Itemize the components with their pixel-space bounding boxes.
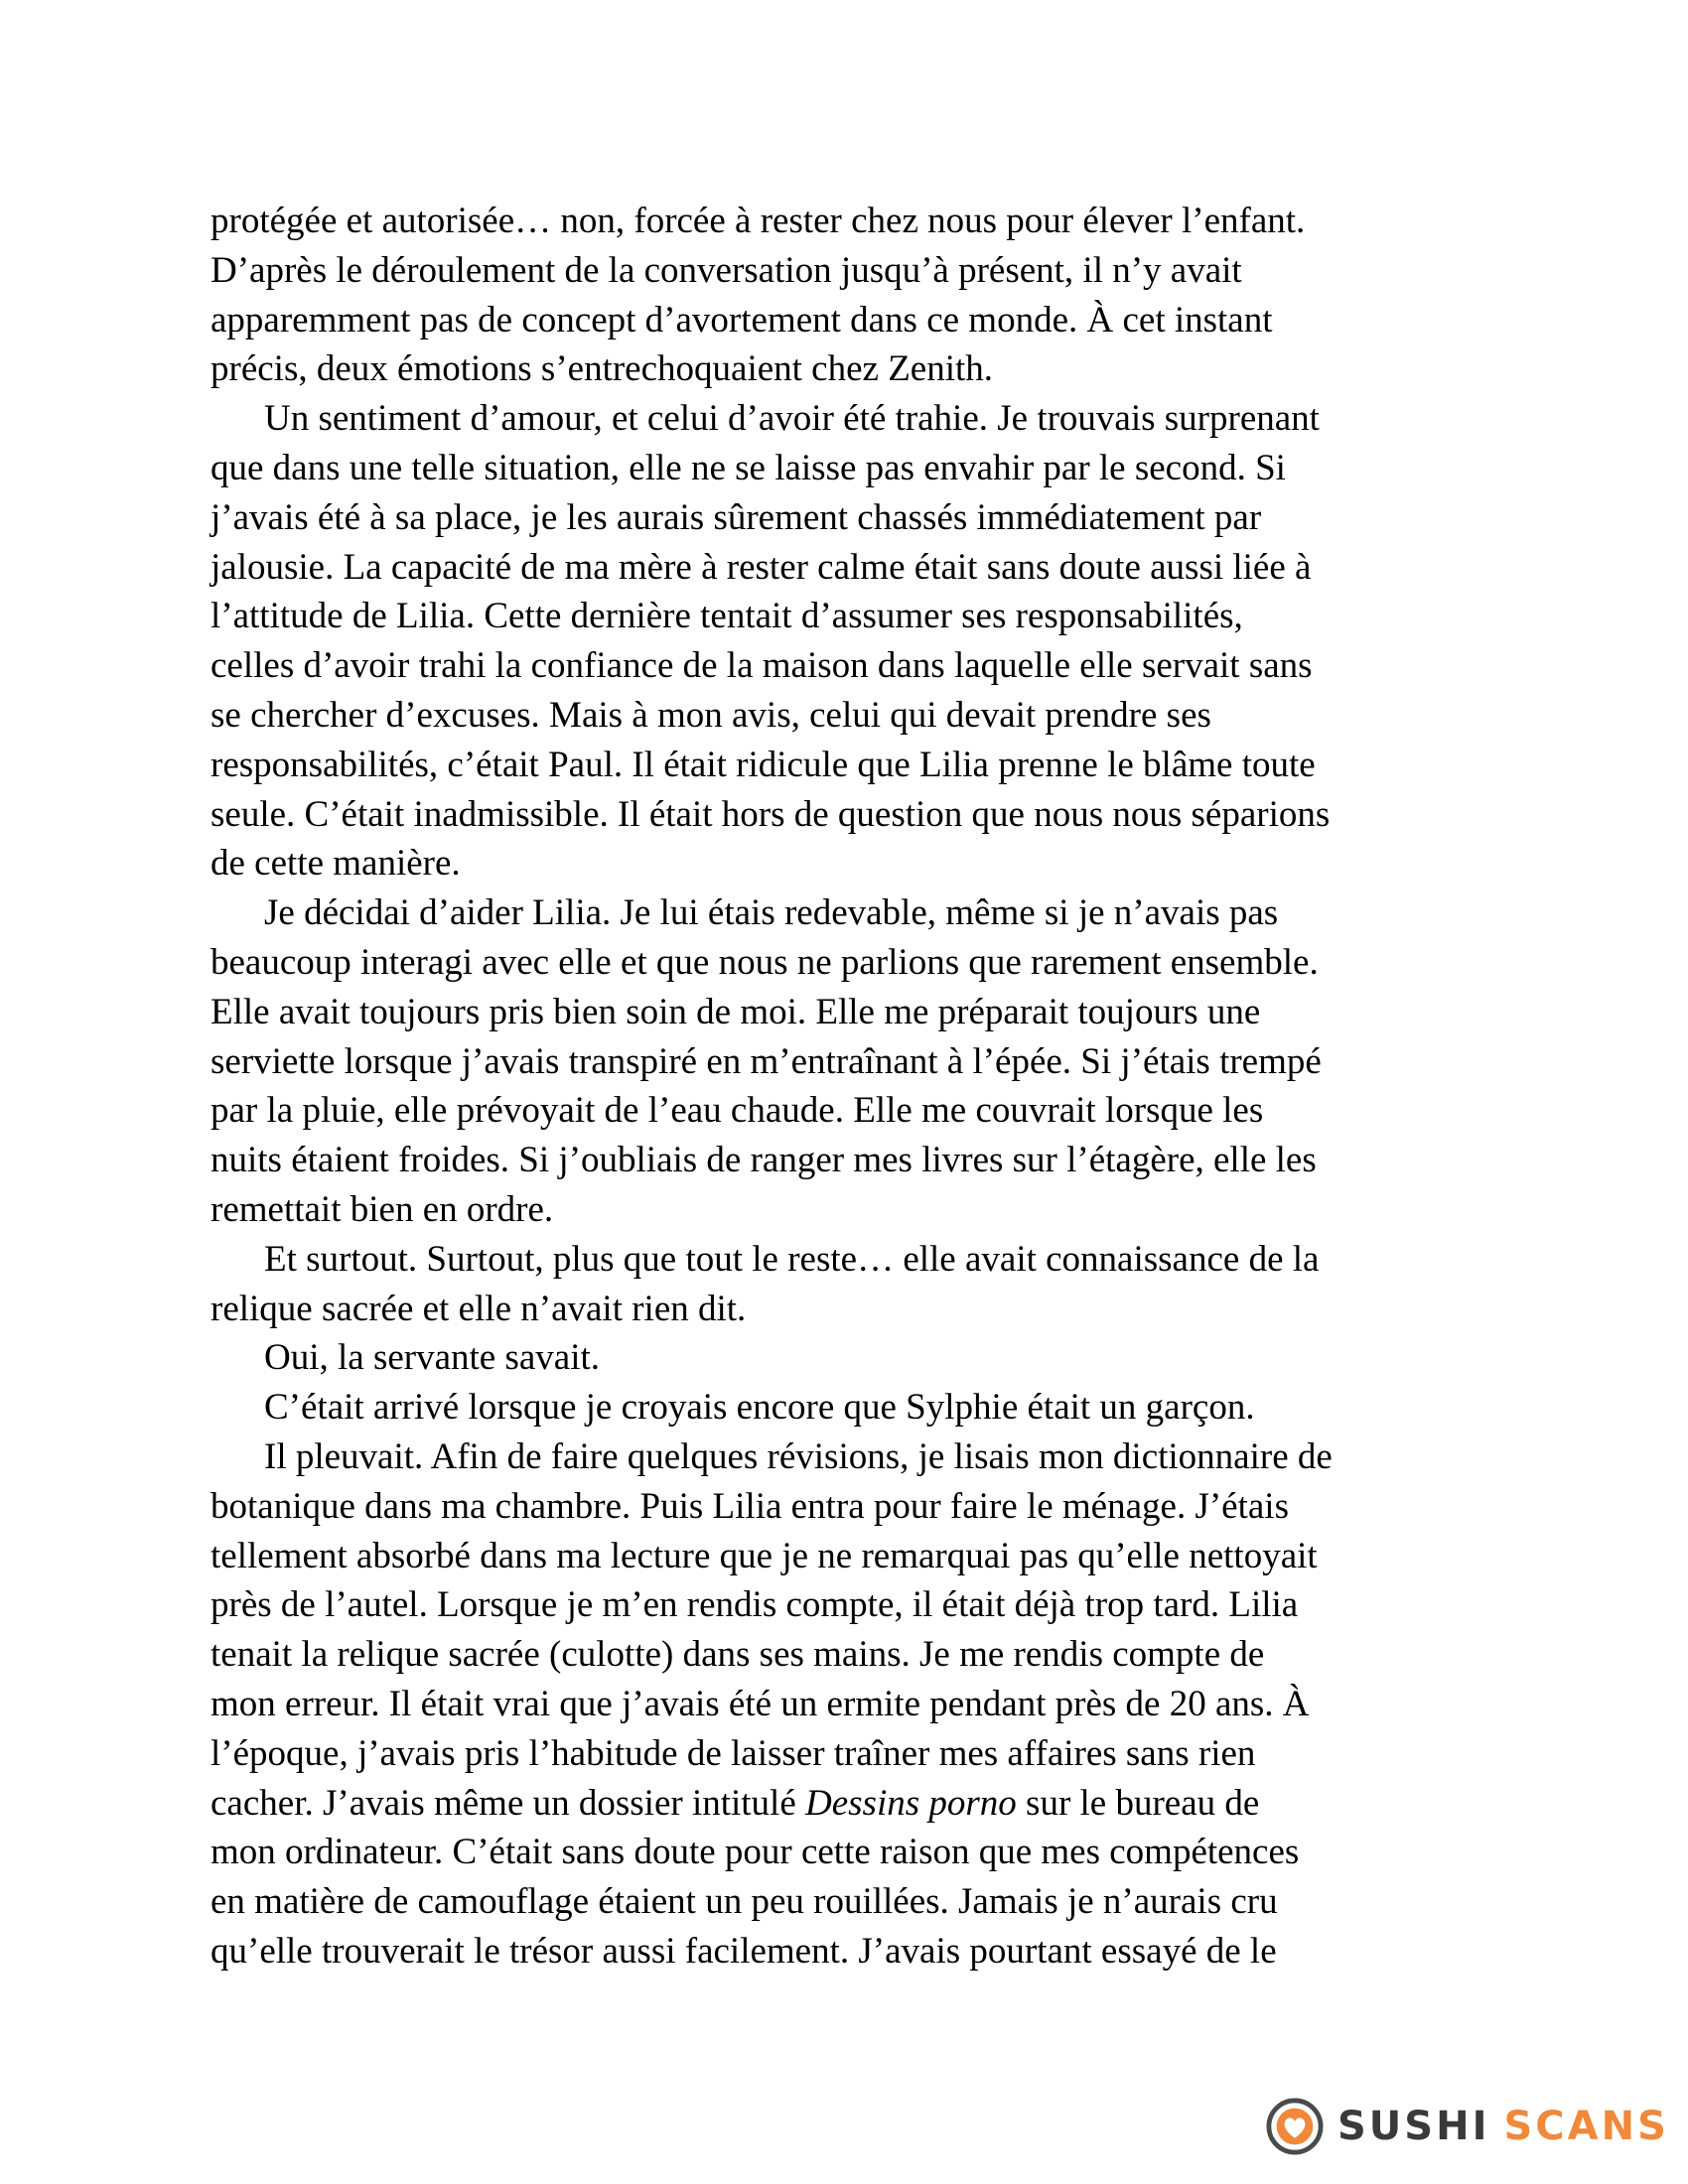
text-line: que dans une telle situation, elle ne se laisse pas envahir par le second. Si [211,447,1286,488]
text-line [211,1779,1501,1829]
watermark-word-scans: SCANS [1503,2104,1669,2149]
text-line: relique sacrée et elle n’avait rien dit. [211,1288,747,1329]
text-line: près de l’autel. Lorsque je m’en rendis compte, il était déjà trop tard. Lilia [211,1584,1299,1626]
text-line: en matière de camouflage étaient un peu rouillées. Jamais je n’aurais cru [211,1881,1278,1923]
text-line: protégée et autorisée… non, forcée à rester chez nous pour élever l’enfant. [211,201,1306,241]
text-line: précis, deux émotions s’entrechoquaient chez Zenith. [211,348,994,390]
text-line: qu’elle trouverait le trésor aussi facilement. J’avais pourtant essayé de le [211,1930,1277,1972]
text-line: de cette manière. [211,843,461,885]
text-line: Un sentiment d’amour, et celui d’avoir été trahie. Je trouvais surprenant [264,398,1320,440]
text-run: sur le bureau de [1016,1782,1260,1824]
text-line: botanique dans ma chambre. Puis Lilia entra pour faire le ménage. J’étais [211,1485,1289,1527]
text-line: se chercher d’excuses. Mais à mon avis, celui qui devait prendre ses [211,694,1211,736]
text-line: nuits étaient froides. Si j’oubliais de ranger mes livres sur l’étagère, elle les [211,1140,1317,1181]
text-line: tenait la relique sacrée (culotte) dans ses mains. Je me rendis compte de [211,1634,1265,1676]
sushi-logo-icon [1266,2098,1324,2155]
text-line: tellement absorbé dans ma lecture que je ne remarquai pas qu’elle nettoyait [211,1535,1318,1576]
text-line: jalousie. La capacité de ma mère à rester calme était sans doute aussi liée à [211,546,1312,588]
text-line: serviette lorsque j’avais transpiré en m’entraînant à l’épée. Si j’étais trempé [211,1040,1322,1082]
text-line: l’attitude de Lilia. Cette dernière tentait d’assumer ses responsabilités, [211,596,1243,637]
text-line: Je décidai d’aider Lilia. Je lui étais redevable, même si je n’avais pas [264,892,1279,934]
text-line: Elle avait toujours pris bien soin de moi. Elle me préparait toujours une [211,991,1261,1032]
text-line: beaucoup interagi avec elle et que nous ne parlions que rarement ensemble. [211,941,1319,983]
text-line: seule. C’était inadmissible. Il était hors de question que nous nous séparions [211,793,1331,835]
text-line: l’époque, j’avais pris l’habitude de laisser traîner mes affaires sans rien [211,1732,1256,1774]
text-line: responsabilités, c’était Paul. Il était ridicule que Lilia prenne le blâme toute [211,744,1316,785]
text-line: Et surtout. Surtout, plus que tout le reste… elle avait connaissance de la [264,1238,1320,1280]
italic-title: Dessins porno [805,1782,1017,1824]
text-line: mon ordinateur. C’était sans doute pour cette raison que mes compétences [211,1832,1300,1873]
text-run: cacher. J’avais même un dossier intitulé [211,1782,806,1824]
text-line: Il pleuvait. Afin de faire quelques révisions, je lisais mon dictionnaire de [264,1435,1333,1477]
watermark-word-sushi: SUSHI [1337,2104,1490,2149]
text-line: C’était arrivé lorsque je croyais encore que Sylphie était un garçon. [264,1387,1255,1429]
text-line: j’avais été à sa place, je les aurais sûrement chassés immédiatement par [211,496,1262,538]
watermark-wordmark [1337,2104,1669,2149]
text-line: mon erreur. Il était vrai que j’avais été un ermite pendant près de 20 ans. À [211,1683,1310,1724]
sushi-scans-watermark [1266,2097,1669,2156]
text-line: apparemment pas de concept d’avortement dans ce monde. À cet instant [211,299,1273,341]
text-line: remettait bien en ordre. [211,1188,554,1230]
body-text [211,197,1501,1977]
text-line: Oui, la servante savait. [264,1337,601,1379]
text-line: celles d’avoir trahi la confiance de la maison dans laquelle elle servait sans [211,645,1313,687]
text-line: par la pluie, elle prévoyait de l’eau chaude. Elle me couvrait lorsque les [211,1090,1264,1132]
text-line: D’après le déroulement de la conversation jusqu’à présent, il n’y avait [211,249,1242,291]
